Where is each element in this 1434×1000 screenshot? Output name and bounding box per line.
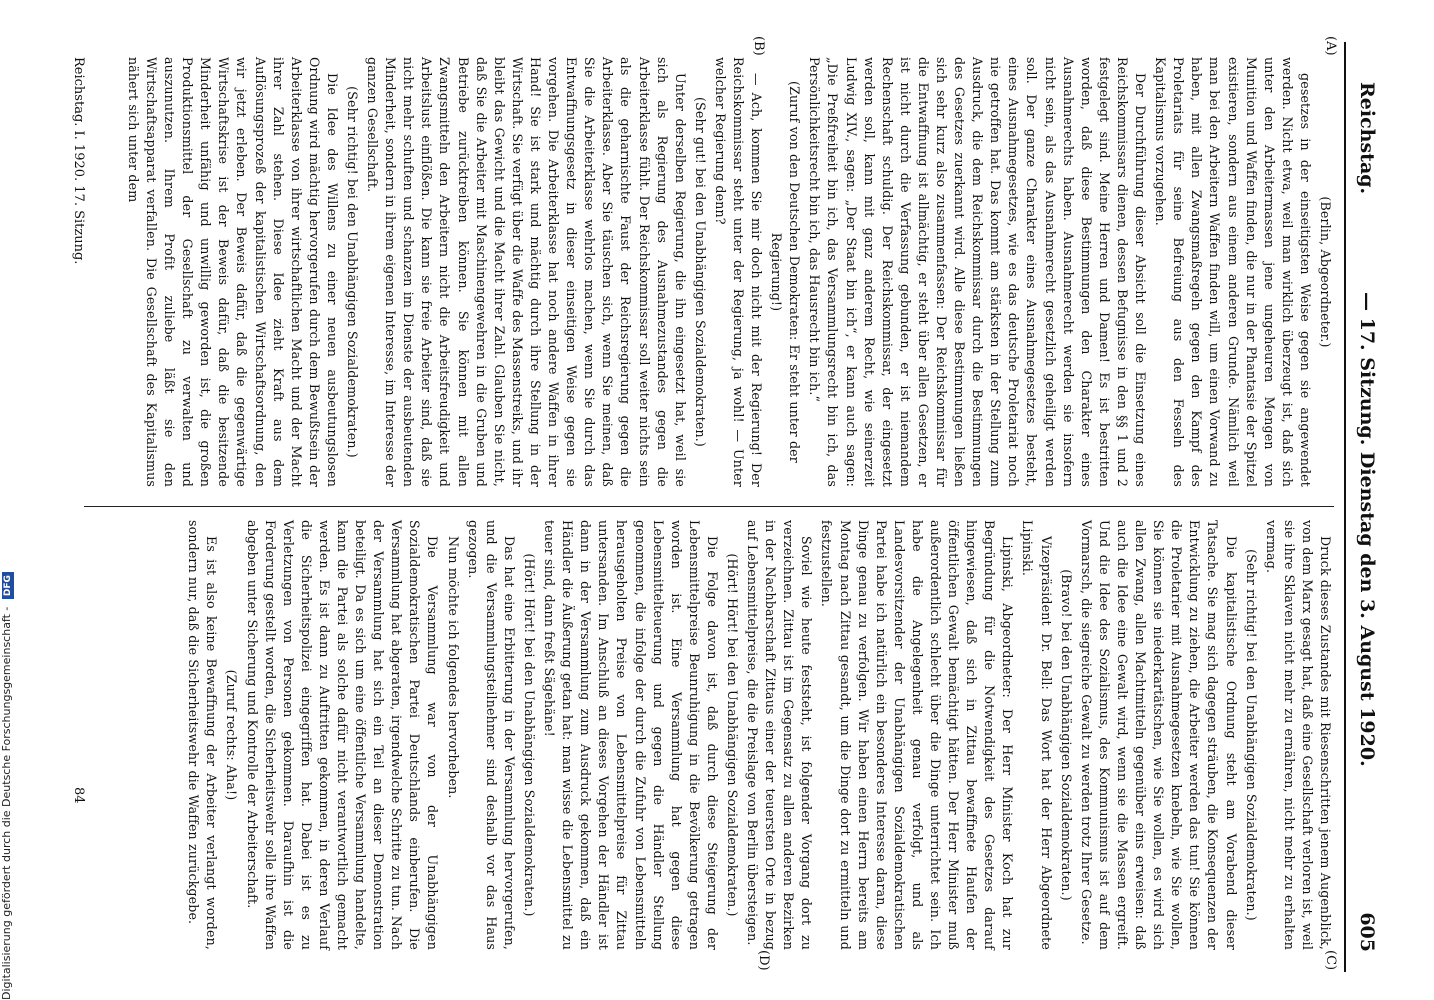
digitization-text: Digitalisierung gefördert durch die Deutsche Forschungsgemeinschaft -: [0, 606, 13, 1000]
rotated-reichstag-page: [56, 36, 1386, 972]
right-column: [182, 520, 1334, 950]
footer-left: Reichstag. I. 1920. 17. Sitzung.: [71, 57, 86, 265]
digitization-note: [0, 0, 22, 1000]
paragraph: Die Versammlung war von der Unabhängigen Sozialdemokratischen Partei Deutschlands einberufen. Die Versammlung hat abgeraten, irgendwelche Schritte zu tun. Nach der Versammlung hat sich ein Teil an dieser Demonstration beteiligt. Da es sich um eine öffentliche Versammlung handelte, kann die Partei als solche dafür nicht verantwortlich gemacht werden. Es ist dann zu Auftritten gekommen, in deren Verlauf die Sicherheitspolizei eingegriffen hat. Dabei ist es zu Verletzungen von Personen gekommen. Daraufhin ist die Forderung gestellt worden, die Sicherheitswehr solle ihre Waffen abgeben unter Sicherung und Kontrolle der Arbeiterschaft.: [244, 520, 441, 950]
page-footer: [71, 57, 86, 957]
paragraph: Es ist also keine Bewaffnung der Arbeiter verlangt worden, sondern nur, daß die Sicherheitswehr die Waffen zurückgebe.: [186, 520, 220, 950]
column-divider: [84, 506, 1334, 507]
header-left: Reichstag.: [1356, 82, 1378, 195]
page-number: 605: [1356, 912, 1378, 952]
paragraph: Die Folge davon ist, daß durch diese Steigerung der Lebensmittelpreise Beunruhigung in die Bevölkerung getragen worden ist. Eine Versammlung hat gegen diese Lebensmittelteuerung und gegen die Händler Stellung genommen, die infolge der durch die Zufuhr von Lebensmitteln herausgeholten Preise von Lebensmittelpreise für Zittau untersanden. Im Anschluß an dieses Vorgehen der Händler ist dann in der Versammlung zum Ausdruck gekommen, daß ein Händler die Äußerung getan hat: man wisse die Lebensmittel zu teuer sind, dann freßt Sägehäne!: [542, 520, 720, 950]
interjection: (Hört! Hört! bei den Unabhängigen Sozialdemokraten.): [521, 553, 537, 917]
interjection: (Sehr richtig! bei den Unabhängigen Sozialdemokraten.): [1243, 549, 1259, 921]
interjection: (Sehr gut! bei den Unabhängigen Sozialdemokraten.): [692, 97, 708, 447]
interjection: (Sehr richtig! bei den Unabhängigen Sozialdemokraten.): [345, 86, 361, 458]
paragraph: Unter derselben Regierung, die ihn eingesetzt hat, weil sie sich als Regierung des Ausnahmezustandes gegen die Arbeiterklasse fühlt. Der Reichskommissar soll weiter nichts sein als die geharnischte Faust der Reichsregierung gegen die Arbeiterklasse. Aber Sie täuschen sich, wenn Sie meinen, daß Sie die Arbeiterklasse wehrlos machen, wenn Sie durch das Entwaffnungsgesetz in dieser einseitigen Weise gegen sie vorgehen. Die Arbeiterklasse hat noch andere Waffen in ihrer Hand! Sie ist stark und mächtig durch ihre Stellung in der Wirtschaft. Sie verfügt über die Waffe des Massenstreiks, und ihr bleibt das Gewicht und die Macht ihrer Zahl. Glauben Sie nicht, daß Sie die Arbeiter mit Maschinengewehren in die Gruben und Betriebe zurücktreiben können. Sie können mit allen Zwangsmitteln den Arbeitern nicht die Arbeitsfreudigkeit und Arbeitslust einflößen. Die kann sie freie Arbeiter sind, daß sie nicht mehr schuften und schanzen im Dienste der ausbeutenden Minderheit, sondern in ihrem eigenen Interesse, im Interesse der ganzen Gesellschaft.: [365, 57, 688, 487]
interjection: (Zuruf rechts: Aha!): [224, 669, 240, 801]
margin-mark-d: (D): [756, 950, 771, 971]
speaker-line: (Berlin, Abgeordneter.): [1318, 196, 1333, 348]
paragraph: Der Durchführung dieser Absicht soll die Einsetzung eines Reichskommissars dienen, dessen Befugnisse in den §§ 1 und 2 festgelegt sind. Meine Herren und Damen! Es ist bestritten worden, daß diese Bestimmungen den Charakter eines Ausnahmerechts haben. Ausnahmerecht werden sie insofern nicht sein, als das Ausnahmerecht gesetzlich geheiligt werden soll. Der ganze Charakter eines Ausnahmegesetzes besteht, eines Ausnahmegesetzes, wie es das deutsche Proletariat noch nie getroffen hat. Das kommt am stärksten in der Stellung zum Ausdruck, die dem Reichskommissar durch die Bestimmungen des Gesetzes zuerkannt wird. Alle diese Bestimmungen ließen sich sehr kurz also zusammenfassen: Der Reichskommissar für die Entwaffnung ist allmächtig, er steht über allen Gesetzen, er ist nicht durch die Verfassung gebunden, er ist niemandem Rechenschaft schuldig. Der Reichskommissar, der eingesetzt werden soll, kann mit ganz anderem Recht, wie seinerzeit Ludwig XIV., sagen: „Der Staat bin ich“, er kann auch sagen: „Die Preßfreiheit bin ich, das Versammlungsrecht bin ich, das Persönlichkeitsrecht bin ich, das Hausrecht bin ich.“: [807, 57, 1149, 487]
paragraph: gesetzes in der einseitigsten Weise gegen sie angewendet werden. Nicht etwa, weil man wirklich überzeugt ist, daß sich unter den Arbeitermassen jene ungeheuren Mengen von Munition und Waffen finden, die nur in der Phantasie der Spitzel existieren, sondern aus einem anderen Grunde. Nämlich weil man bei den Arbeitern Waffen finden will, um einen Vorwand zu haben, mit allen Zwangsmaßregeln gegen den Kampf des Proletariats für seine Befreiung aus den Fesseln des Kapitalismus vorzugehen.: [1153, 57, 1313, 487]
paragraph: Soviel wie heute feststeht, ist folgender Vorgang dort zu verzeichnen. Zittau ist im Gegensatz zu allen anderen Bezirken in der Nachbarschaft Zittaus einer der teuersten Orte in bezug auf Lebensmittelpreise, die die Preislage von Berlin übersteigen.: [745, 520, 815, 950]
paragraph: Das hat eine Erbitterung in der Versammlung hervorgerufen, und die Versammlungsteilnehmer sind deshalb vor das Haus gezogen.: [465, 520, 517, 950]
paragraph: Nun möchte ich folgendes hervorheben.: [445, 536, 461, 799]
left-column: [122, 57, 1334, 487]
paragraph: — Ach, kommen Sie mir doch nicht mit der Regierung! Der Reichskommissar steht unter der Regierung, ja wohl! — Unter welcher Regierung denn?: [712, 57, 765, 487]
paragraph: Die kapitalistische Ordnung steht am Vorabend dieser Tatsache. Sie mag sich dagegen sträuben, die Konsequenzen der Entwicklung zu ziehen, die Arbeiter werden das tun! Sie können die Proletarier mit Ausnahmegesetzen knebeln, wie Sie wollen, Sie können sie niederkartätschen, wie Sie wollen, es wird sich allen Zwang, allen Machtmitteln gegenüber eins erweisen: daß auch die Idee eine Gewalt wird, wenn sie die Massen ergreift. Und die Idee des Sozialismus, des Kommunismus ist auf dem Vormarsch, die siegreiche Gewalt zu werden trotz Ihrer Gesetze.: [1078, 520, 1239, 950]
margin-mark-a: (A): [1323, 36, 1338, 56]
paragraph: Lipinski, Abgeordneter: Der Herr Minister Koch hat zur Begründung für die Notwendigkeit des Gesetzes darauf hingewiesen, daß sich in Zittau bewaffnete Haufen der öffentlichen Gewalt bemächtigt hätten. Der Herr Minister muß außerordentlich schlecht über die Dinge unterrichtet sein. Ich habe die Angelegenheit genau verfolgt, und als Landesvorsitzender der Unabhängigen Sozialdemokratischen Partei habe ich natürlich ein besonderes Interesse daran, diese Dinge genau zu verfolgen. Wir haben einen Herrn bereits am Montag nach Zittau gesandt, um die Dinge dort zu ermitteln und festzustellen.: [819, 520, 1016, 950]
paragraph: Druck dieses Zustandes mit Riesenschritten jenem Augenblick, von dem Marx gesagt hat, daß eine Gesellschaft verloren ist, weil sie ihre Sklaven nicht mehr zu ernähren, nicht mehr zu erhalten vermag.: [1263, 520, 1333, 950]
header-center: — 17. Sitzung. Dienstag den 3. August 1920.: [1356, 292, 1378, 767]
page-header: [1344, 42, 1386, 972]
paragraph: Vizepräsident Dr. Bell: Das Wort hat der Herr Abgeordnete Lipinski.: [1020, 520, 1054, 950]
interjection: (Bravo! bei den Unabhängigen Sozialdemokraten.): [1058, 569, 1074, 901]
interjection: (Hört! Hört! bei den Unabhängigen Sozialdemokraten.): [725, 553, 740, 917]
margin-mark-b: (B): [751, 36, 766, 56]
footer-page-number: 84: [71, 787, 86, 804]
paragraph: Die Idee des Willens zu einer neuen ausbeutungslosen Ordnung wird mächtig hervorgerufen durch dem Bewußtsein der Arbeiterklasse von ihrer wirtschaftlichen Macht und der Macht ihrer Zahl stehen. Diese Idee zieht Kraft aus dem Auflösungsprozeß der kapitalistischen Wirtschaftsordnung, den wir jetzt erleben. Der Beweis dafür, daß die gegenwärtige Wirtschaftskrise ist der Beweis dafür, daß die besitzende Minderheit unfähig und unwillig geworden ist, die großen Produktionsmittel der Gesellschaft zu verwalten und auszunutzen. Ihrem Profit zuliebe läßt sie den Wirtschaftsapparat verfallen. Die Gesellschaft des Kapitalismus nähert sich unter dem: [125, 57, 340, 487]
margin-mark-c: (C): [1323, 950, 1338, 971]
dfg-logo-icon: DFG: [2, 572, 14, 599]
interjection: (Zuruf von den Deutschen Demokraten: Er steht unter der Regierung!): [769, 81, 803, 463]
